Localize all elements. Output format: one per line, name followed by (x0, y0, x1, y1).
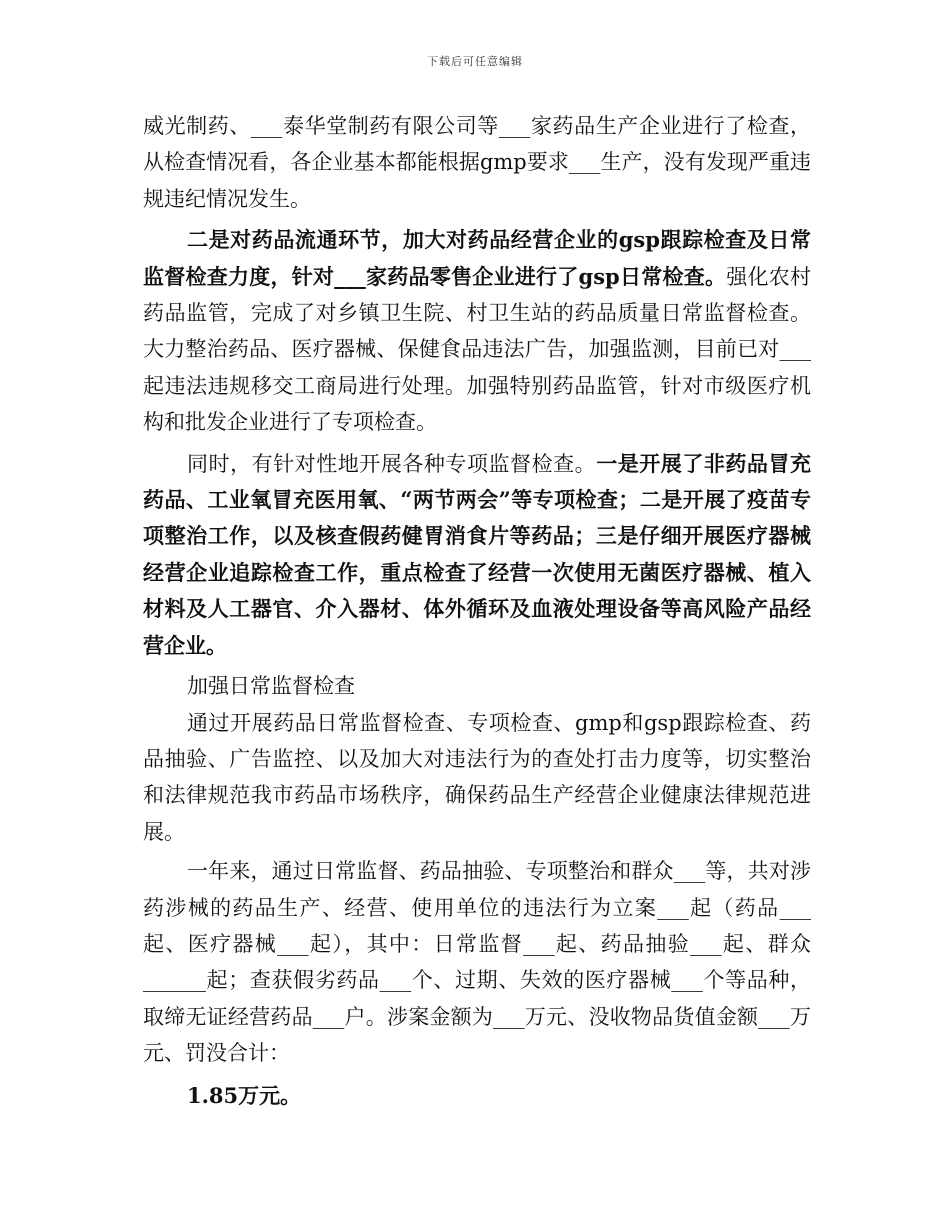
document-body (143, 108, 811, 1114)
paragraph-3-plain: 同时，有针对性地开展各种专项监督检查。 (187, 451, 597, 476)
paragraph-5: 一年来，通过日常监督、药品抽验、专项整治和群众___等，共对涉药涉械的药品生产、经营、使用单位的违法行为立案___起（药品___起、医疗器械___起），其中：日常监督___起、药品抽验___起、群众______起；查获假劣药品___个、过期、失效的医疗器械___个等品种，取缔无证经营药品___户。涉案金额为___万元、没收物品货值金额___万元、罚没合计： (143, 859, 811, 1066)
paragraph-2-rest: 强化农村药品监管，完成了对乡镇卫生院、村卫生站的药品质量日常监督检查。大力整治药品、医疗器械、保健食品违法广告，加强监测，目前已对___起违法违规移交工商局进行处理。加强特别药品监管，针对市级医疗机构和批发企业进行了专项检查。 (143, 264, 811, 435)
paragraph-3 (143, 446, 811, 664)
paragraph-3-bold: 一是开展了非药品冒充药品、工业氧冒充医用氧、“两节两会”等专项检查；二是开展了疫苗专项整治工作，以及核查假药健胃消食片等药品；三是仔细开展医疗器械经营企业追踪检查工作，重点检查了经营一次使用无菌医疗器械、植入材料及人工器官、介入器材、体外循环及血液处理设备等高风险产品经营企业。 (143, 450, 812, 658)
section-heading: 加强日常监督检查 (187, 674, 355, 699)
page-header: 下载后可任意编辑 (427, 55, 523, 68)
paragraph-2 (143, 222, 811, 440)
paragraph-1: 威光制药、___泰华堂制药有限公司等___家药品生产企业进行了检查，从检查情况看，各企业基本都能根据gmp要求___生产，没有发现严重违规违纪情况发生。 (143, 114, 811, 211)
paragraph-4: 通过开展药品日常监督检查、专项检查、gmp和gsp跟踪检查、药品抽验、广告监控、以及加大对违法行为的查处打击力度等，切实整治和法律规范我市药品市场秩序，确保药品生产经营企业健康法律规范进展。 (143, 710, 811, 844)
paragraph-6: 1.85万元。 (187, 1082, 302, 1108)
paragraph-2-bold: 二是对药品流通环节，加大对药品经营企业的gsp跟踪检查及日常监督检查力度，针对___家药品零售企业进行了gsp日常检查。 (143, 227, 811, 289)
